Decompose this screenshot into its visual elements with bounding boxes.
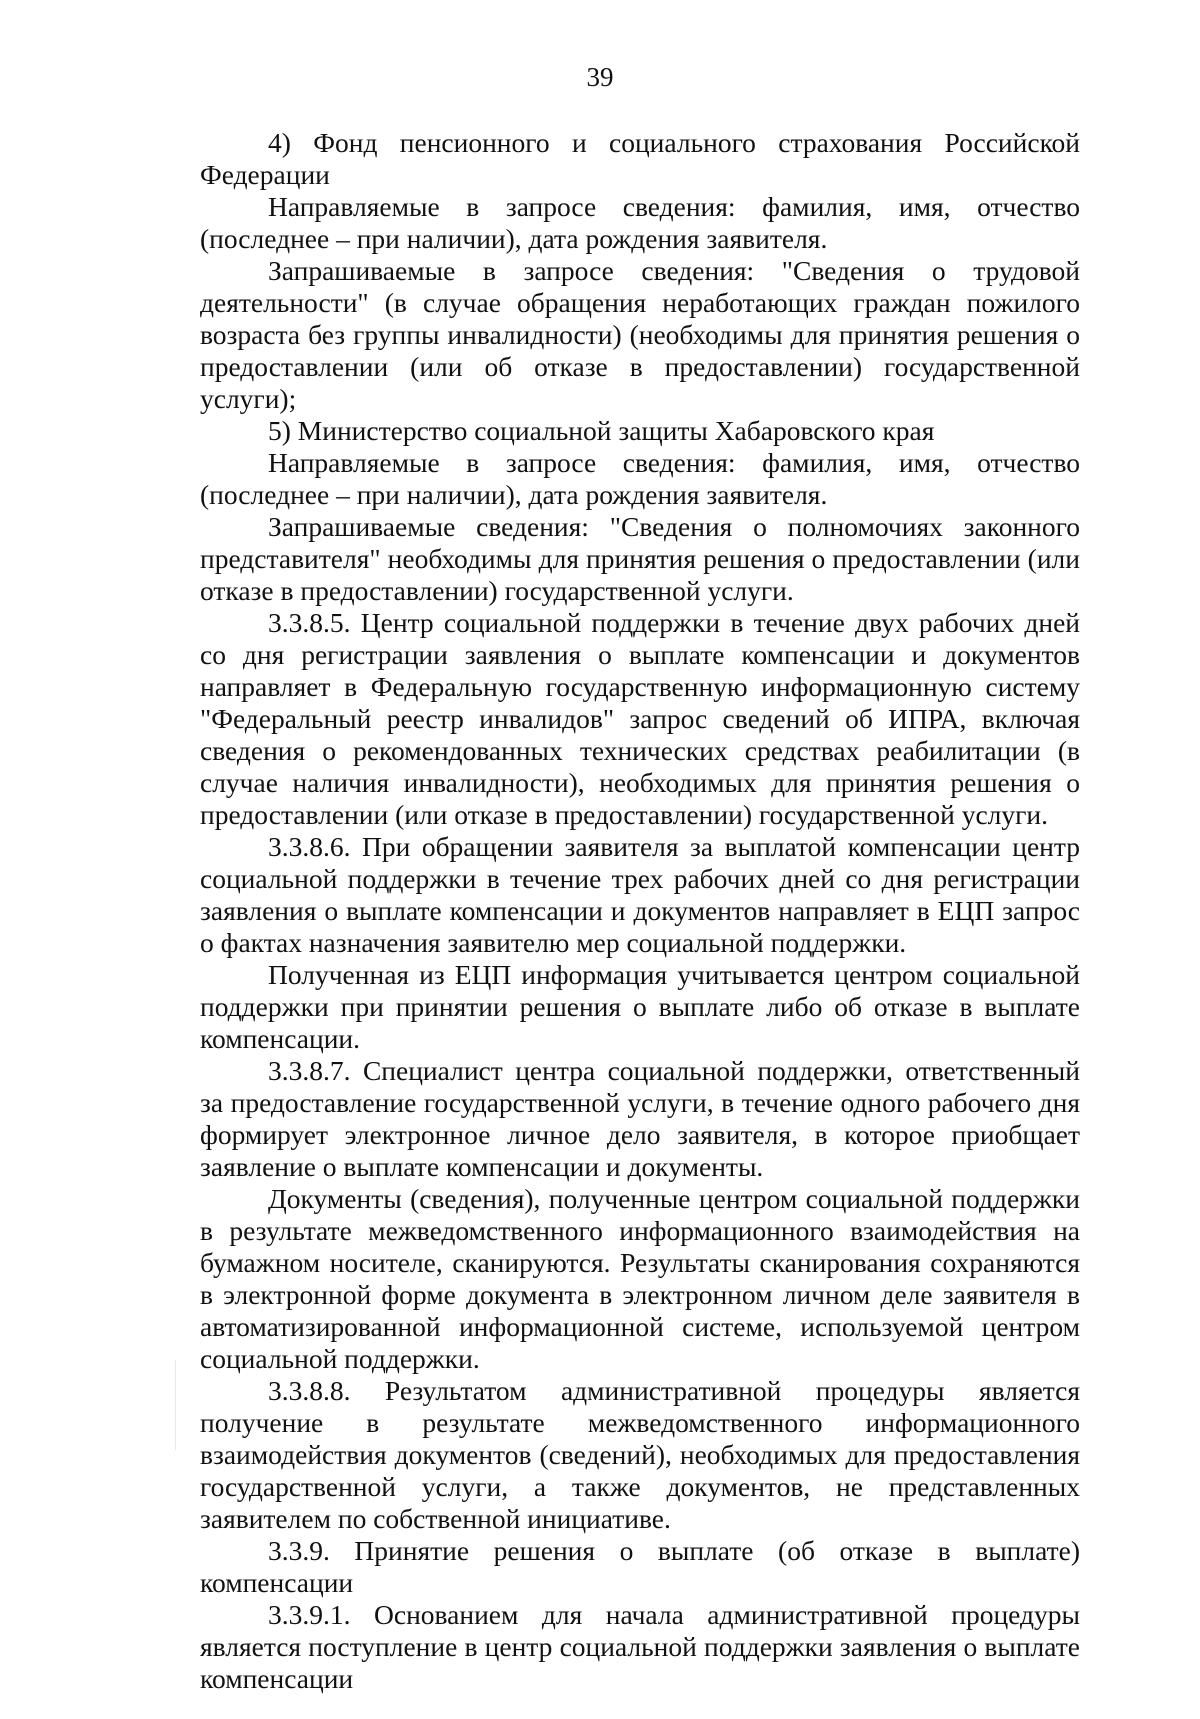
page-number: 39 — [586, 62, 614, 92]
paragraph-ecp-info: Полученная из ЕЦП информация учитывается центром социальной поддержки при принятии решения о выплате либо об отказе в выплате компенсации. — [200, 959, 1080, 1054]
paragraph-sent-data-2: Направляемые в запросе сведения: фамилия, имя, отчество (последнее – при наличии), дата рождения заявителя. — [200, 447, 1080, 510]
paragraph-3-3-8-6: 3.3.8.6. При обращении заявителя за выплатой компенсации центр социальной поддержки в течение трех рабочих дней со дня регистрации заявления о выплате компенсации и документов направляет в ЕЦП запрос о фактах назначения заявителю мер социальной поддержки. — [200, 831, 1080, 958]
paragraph-3-3-8-8: 3.3.8.8. Результатом административной процедуры является получение в результате межведомственного информационного взаимодействия документов (сведений), необходимых для предоставления государственной услуги, а также документов, не представленных заявителем по собственной инициативе. — [200, 1375, 1080, 1534]
paragraph-requested-data-2: Запрашиваемые сведения: "Сведения о полномочиях законного представителя" необходимы для принятия решения о предоставлении (или отказе в предоставлении) государственной услуги. — [200, 511, 1080, 606]
paragraph-ministry-heading: 5) Министерство социальной защиты Хабаровского края — [268, 415, 935, 446]
paragraph-3-3-8-5: 3.3.8.5. Центр социальной поддержки в течение двух рабочих дней со дня регистрации заявления о выплате компенсации и документов направляет в Федеральную государственную информационную систему "Федеральный реестр инвалидов" запрос сведений об ИПРА, включая сведения о рекомендованных технических средствах реабилитации (в случае наличия инвалидности), необходимых для принятия решения о предоставлении (или отказе в предоставлении) государственной услуги. — [200, 607, 1080, 830]
paragraph-3-3-9-heading: 3.3.9. Принятие решения о выплате (об отказе в выплате) компенсации — [200, 1535, 1080, 1598]
paragraph-3-3-8-7: 3.3.8.7. Специалист центра социальной поддержки, ответственный за предоставление государственной услуги, в течение одного рабочего дня формирует электронное личное дело заявителя, в которое приобщает заявление о выплате компенсации и документы. — [200, 1055, 1080, 1182]
scan-margin-line — [175, 1360, 176, 1450]
paragraph-requested-data-1: Запрашиваемые в запросе сведения: "Сведения о трудовой деятельности" (в случае обращения неработающих граждан пожилого возраста без группы инвалидности) (необходимы для принятия решения о предоставлении (или об отказе в предоставлении) государственной услуги); — [200, 255, 1080, 414]
paragraph-pension-fund-heading: 4) Фонд пенсионного и социального страхования Российской Федерации — [200, 127, 1080, 190]
paragraph-sent-data-1: Направляемые в запросе сведения: фамилия, имя, отчество (последнее – при наличии), дата рождения заявителя. — [200, 191, 1080, 254]
paragraph-documents-scanning: Документы (сведения), полученные центром социальной поддержки в результате межведомственного информационного взаимодействия на бумажном носителе, сканируются. Результаты сканирования сохраняются в электронной форме документа в электронном личном деле заявителя в автоматизированной информационной системе, используемой центром социальной поддержки. — [200, 1183, 1080, 1374]
paragraph-3-3-9-1: 3.3.9.1. Основанием для начала административной процедуры является поступление в центр социальной поддержки заявления о выплате компенсации — [200, 1599, 1080, 1694]
document-body — [200, 127, 1080, 1695]
